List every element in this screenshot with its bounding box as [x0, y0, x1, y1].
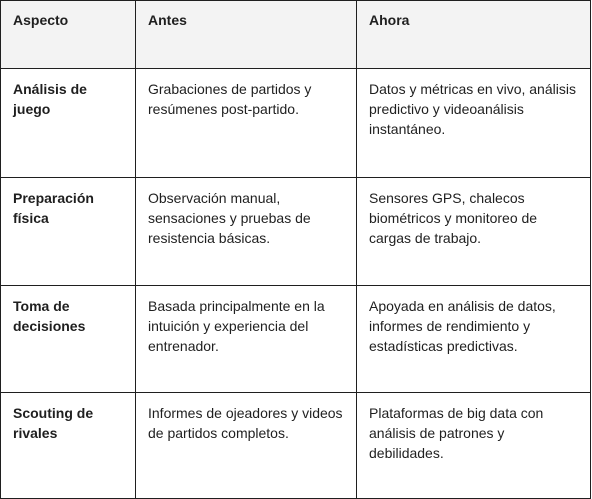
cell-antes: Basada principalmente en la intuición y experiencia del entrenador. [136, 286, 357, 393]
cell-ahora: Sensores GPS, chalecos biométricos y monitoreo de cargas de trabajo. [357, 178, 591, 286]
table-row [1, 286, 591, 393]
cell-aspecto: Toma de decisiones [1, 286, 136, 393]
cell-aspecto: Scouting de rivales [1, 393, 136, 499]
header-aspecto: Aspecto [1, 1, 136, 69]
cell-antes: Grabaciones de partidos y resúmenes post-partido. [136, 69, 357, 178]
cell-aspecto: Preparación física [1, 178, 136, 286]
table-row [1, 69, 591, 178]
cell-antes: Informes de ojeadores y videos de partidos completos. [136, 393, 357, 499]
cell-ahora: Plataformas de big data con análisis de patrones y debilidades. [357, 393, 591, 499]
cell-ahora: Datos y métricas en vivo, análisis predictivo y videoanálisis instantáneo. [357, 69, 591, 178]
cell-antes: Observación manual, sensaciones y pruebas de resistencia básicas. [136, 178, 357, 286]
table-row [1, 393, 591, 499]
table-row [1, 178, 591, 286]
cell-aspecto: Análisis de juego [1, 69, 136, 178]
table-header-row [1, 1, 591, 69]
header-ahora: Ahora [357, 1, 591, 69]
cell-ahora: Apoyada en análisis de datos, informes de rendimiento y estadísticas predictivas. [357, 286, 591, 393]
header-antes: Antes [136, 1, 357, 69]
